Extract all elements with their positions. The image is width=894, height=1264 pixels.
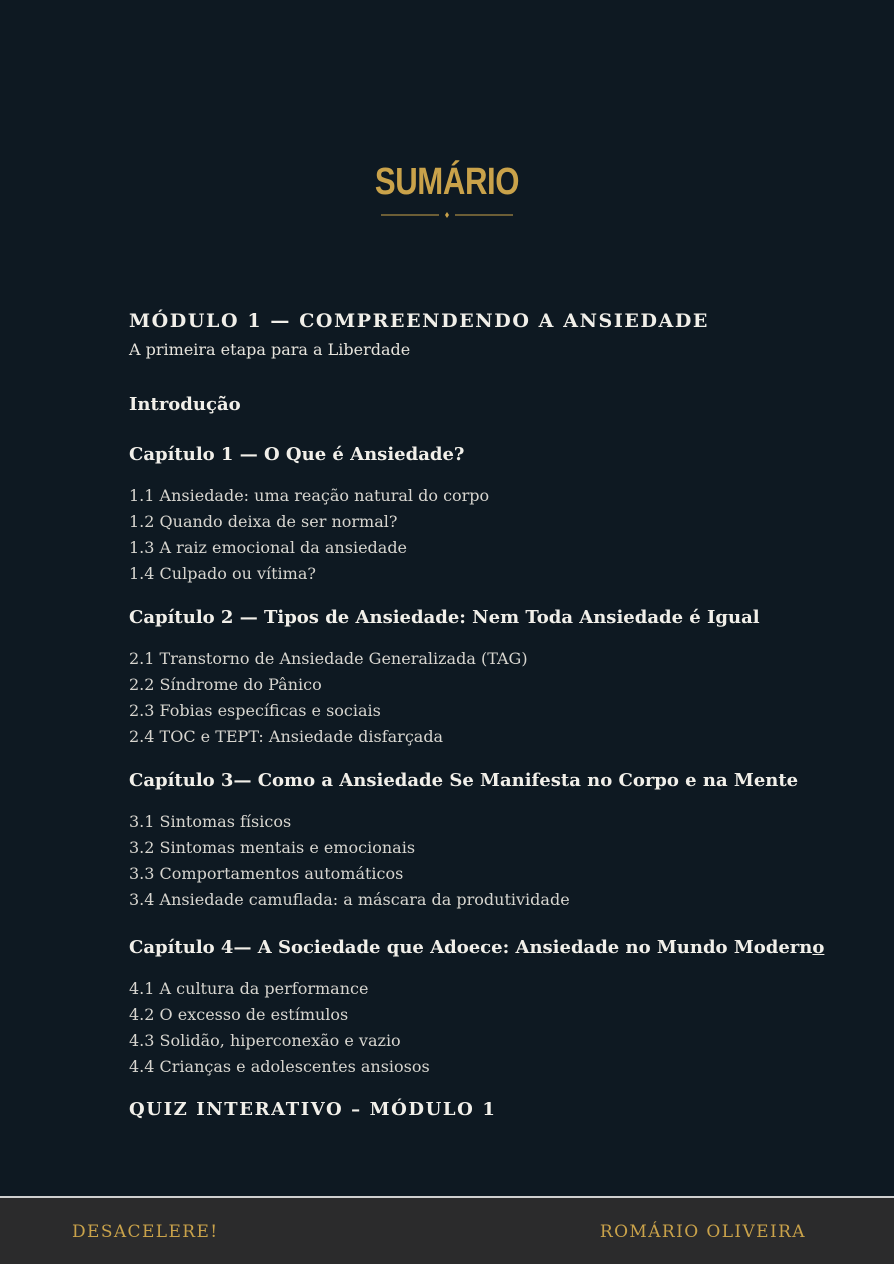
chapter-4-title-main: Capítulo 4— A Sociedade que Adoece: Ansiedade no Mundo Modern (129, 937, 813, 958)
footer-brand-text: DESACELERE! (72, 1222, 219, 1242)
toc-item: 3.3 Comportamentos automáticos (129, 864, 404, 883)
toc-item: 2.2 Síndrome do Pânico (129, 675, 322, 694)
chapter-4-items (129, 976, 849, 1080)
footer-author-name: ROMÁRIO OLIVEIRA (599, 1222, 806, 1242)
page-footer (0, 1196, 894, 1264)
title-ornament-divider (381, 212, 513, 218)
chapter-4-title-underlined: o (812, 937, 825, 958)
chapter-2-title: Capítulo 2 — Tipos de Ansiedade: Nem Toda Ansiedade é Igual (129, 607, 760, 628)
toc-item: 3.1 Sintomas físicos (129, 812, 292, 831)
module-heading: MÓDULO 1 — COMPREENDENDO A ANSIEDADE (129, 310, 710, 332)
chapter-1-items (129, 483, 849, 587)
page-title: SUMÁRIO (374, 161, 520, 203)
toc-item: 3.4 Ansiedade camuflada: a máscara da produtividade (129, 890, 570, 909)
toc-introduction: Introdução (129, 394, 241, 415)
toc-item: 4.4 Crianças e adolescentes ansiosos (129, 1057, 430, 1076)
chapter-4-title (129, 935, 849, 961)
chapter-3-title: Capítulo 3— Como a Ansiedade Se Manifesta no Corpo e na Mente (129, 770, 799, 791)
toc-item: 2.4 TOC e TEPT: Ansiedade disfarçada (129, 727, 444, 746)
toc-item: 3.2 Sintomas mentais e emocionais (129, 838, 416, 857)
toc-item: 4.2 O excesso de estímulos (129, 1005, 349, 1024)
toc-item: 1.3 A raiz emocional da ansiedade (129, 538, 408, 557)
chapter-2-items (129, 646, 849, 750)
table-of-contents (129, 306, 849, 1124)
chapter-1-title: Capítulo 1 — O Que é Ansiedade? (129, 444, 465, 465)
module-subtitle: A primeira etapa para a Liberdade (129, 340, 411, 359)
toc-item: 4.3 Solidão, hiperconexão e vazio (129, 1031, 401, 1050)
toc-item: 4.1 A cultura da performance (129, 979, 369, 998)
toc-item: 1.4 Culpado ou vítima? (129, 564, 316, 583)
quiz-heading: QUIZ INTERATIVO – MÓDULO 1 (129, 1099, 497, 1120)
toc-item: 2.1 Transtorno de Ansiedade Generalizada (TAG) (129, 649, 528, 668)
toc-item: 1.2 Quando deixa de ser normal? (129, 512, 398, 531)
chapter-3-items (129, 809, 849, 913)
toc-item: 2.3 Fobias específicas e sociais (129, 701, 381, 720)
toc-item: 1.1 Ansiedade: uma reação natural do corpo (129, 486, 490, 505)
title-container (0, 160, 894, 204)
